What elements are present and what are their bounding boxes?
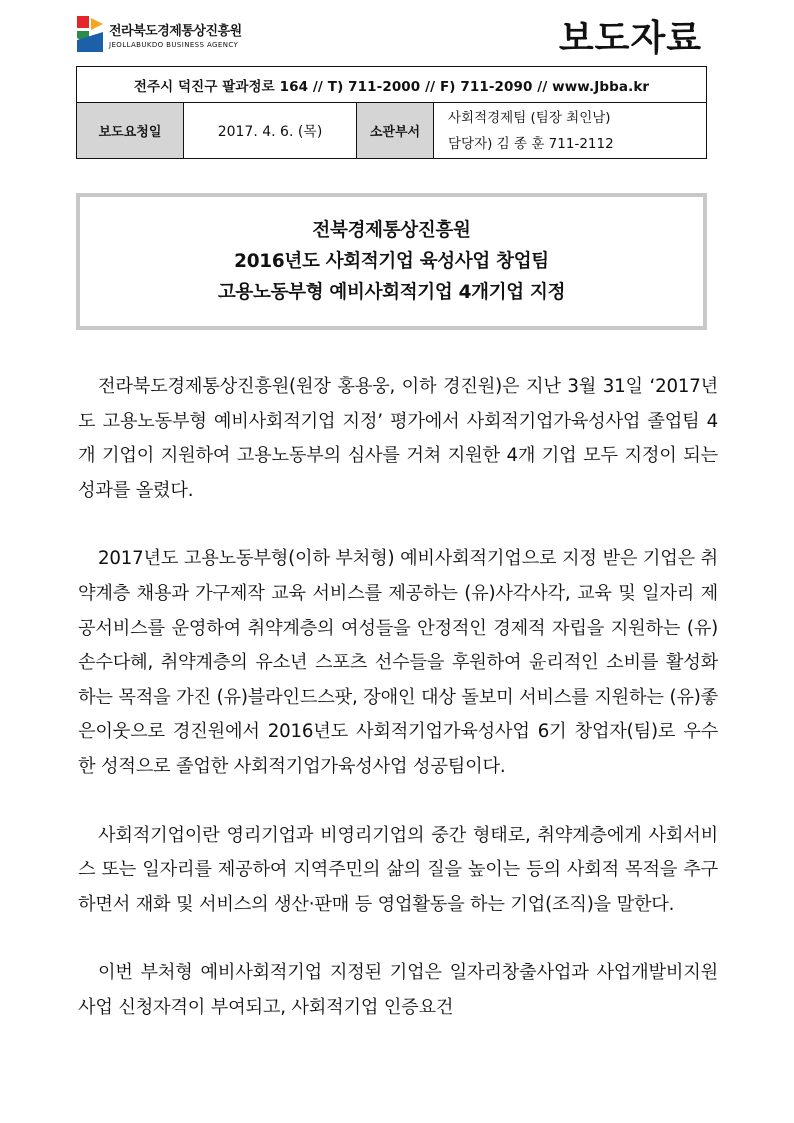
dept-info [434,103,707,159]
contact-address-line: 전주시 덕진구 팔과정로 164 // T) 711-2000 // F) 711-2090 // www.Jbba.kr [77,67,707,103]
request-date-value: 2017. 4. 6. (목) [184,103,357,159]
request-date-label: 보도요청일 [77,103,184,159]
article-body [78,370,718,1060]
org-name-kr: 전라북도경제통상진흥원 [109,24,242,39]
doc-type-title: 보도자료 [558,18,702,59]
body-paragraph-2: 2017년도 고용노동부형(이하 부처형) 예비사회적기업으로 지정 받은 기업은 취약계층 채용과 가구제작 교육 서비스를 제공하는 (유)사각사각, 교육 및 일자리 제공서비스를 운영하여 취약계층의 여성들을 안정적인 경제적 자립을 지원하는 (유)손수다혜, 취약계층의 유소년 스포츠 선수들을 후원하여 윤리적인 소비를 활성화 하는 목적을 가진 (유)블라인드스팟, 장애인 대상 돌보미 서비스를 지원하는 (유)좋은이웃으로 경진원에서 2016년도 사회적기업가육성사업 6기 창업자(팀)로 우수한 성적으로 졸업한 사회적기업가육성사업 성공팀이다. [78,548,718,777]
body-paragraph-1: 전라북도경제통상진흥원(원장 홍용웅, 이하 경진원)은 지난 3월 31일 ‘2017년도 고용노동부형 예비사회적기업 지정’ 평가에서 사회적기업가육성사업 졸업팀 4개 기업이 지원하여 고용노동부의 심사를 거쳐 지원한 4개 기업 모두 지정이 되는 성과를 올렸다. [78,376,718,501]
agency-logo-mark-icon [75,14,105,54]
dept-label: 소관부서 [357,103,434,159]
logo-square-red [77,16,89,28]
press-info-table [76,66,707,159]
logo-shape-orange [91,18,103,30]
body-paragraph-3: 사회적기업이란 영리기업과 비영리기업의 중간 형태로, 취약계층에게 사회서비스 또는 일자리를 제공하여 지역주민의 삶의 질을 높이는 등의 사회적 목적을 추구하면서 재화 및 서비스의 생산·판매 등 영업활동을 하는 기업(조직)을 말한다. [78,824,718,915]
headline-box [76,193,707,330]
headline-line-3: 고용노동부형 예비사회적기업 4개기업 지정 [217,282,566,303]
body-paragraph-4: 이번 부처형 예비사회적기업 지정된 기업은 일자리창출사업과 사업개발비지원 사업 신청자격이 부여되고, 사회적기업 인증요건 [78,962,718,1018]
headline-line-2: 2016년도 사회적기업 육성사업 창업팀 [234,251,549,272]
headline-line-1: 전북경제통상진흥원 [312,220,471,241]
dept-contact-line: 담당자) 김 종 훈 711-2112 [448,135,614,152]
dept-team-line: 사회적경제팀 (팀장 최인남) [448,109,611,126]
agency-logo [75,14,275,60]
org-name-en: JEOLLABUKDO BUSINESS AGENCY [109,41,239,49]
